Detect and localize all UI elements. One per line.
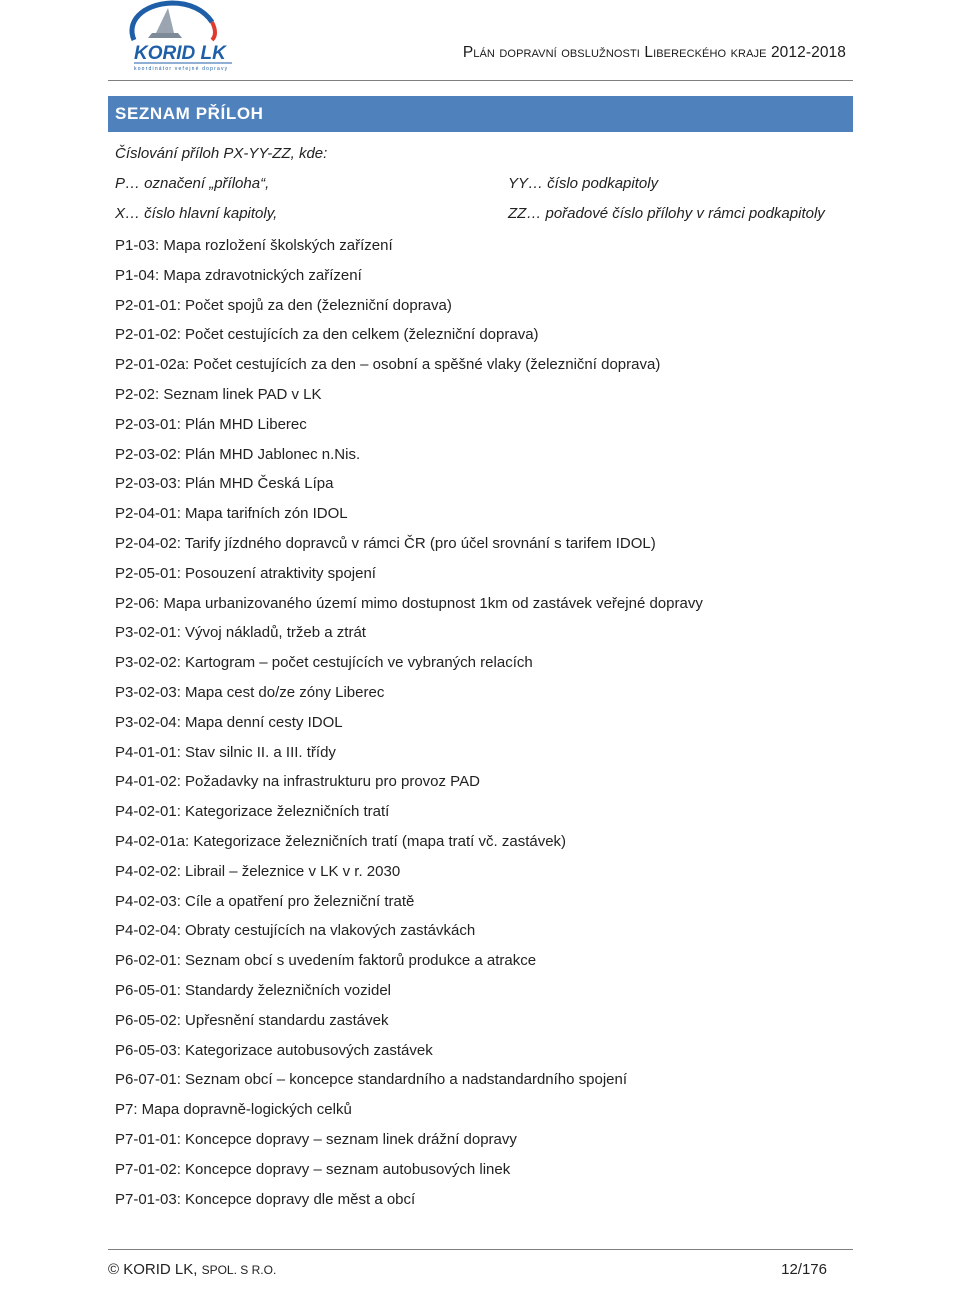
legend-zz: ZZ… pořadové číslo přílohy v rámci podkapitoly — [508, 205, 825, 222]
attachment-item: P4-01-02: Požadavky na infrastrukturu pro provoz PAD — [115, 773, 480, 791]
attachment-item: P2-01-01: Počet spojů za den (železniční doprava) — [115, 296, 452, 314]
svg-text:KORID LK: KORID LK — [134, 43, 226, 64]
attachment-item: P3-02-04: Mapa denní cesty IDOL — [115, 713, 343, 731]
attachment-item: P2-04-02: Tarify jízdného dopravců v rámci ČR (pro účel srovnání s tarifem IDOL) — [115, 534, 656, 552]
attachment-item: P2-06: Mapa urbanizovaného území mimo dostupnost 1km od zastávek veřejné dopravy — [115, 594, 703, 612]
attachment-item: P4-02-02: Librail – železnice v LK v r. 2030 — [115, 862, 401, 880]
attachment-item: P4-02-03: Cíle a opatření pro železniční tratě — [115, 892, 415, 910]
attachment-item: P7-01-01: Koncepce dopravy – seznam linek drážní dopravy — [115, 1130, 517, 1148]
header-divider — [108, 80, 853, 81]
attachment-list — [115, 236, 703, 1219]
attachment-item: P6-07-01: Seznam obcí – koncepce standardního a nadstandardního spojení — [115, 1071, 628, 1089]
footer-company: © KORID LK, SPOL. S R.O. — [108, 1261, 277, 1278]
attachment-item: P2-03-03: Plán MHD Česká Lípa — [115, 475, 334, 493]
attachment-item: P6-02-01: Seznam obcí s uvedením faktorů produkce a atrakce — [115, 952, 537, 970]
attachment-item: P2-03-02: Plán MHD Jablonec n.Nis. — [115, 445, 361, 463]
attachment-item: P4-02-01: Kategorizace železničních tratí — [115, 803, 390, 821]
attachment-item: P2-01-02a: Počet cestujících za den – osobní a spěšné vlaky (železniční doprava) — [115, 356, 661, 374]
numbering-intro: Číslování příloh PX-YY-ZZ, kde: — [115, 145, 328, 162]
attachment-item: P1-04: Mapa zdravotnických zařízení — [115, 266, 362, 284]
attachment-item: P1-03: Mapa rozložení školských zařízení — [115, 237, 393, 254]
attachment-item: P6-05-02: Upřesnění standardu zastávek — [115, 1011, 389, 1029]
attachment-item: P3-02-02: Kartogram – počet cestujících ve vybraných relacích — [115, 654, 533, 672]
attachment-item: P2-03-01: Plán MHD Liberec — [115, 415, 307, 433]
legend-yy: YY… číslo podkapitoly — [508, 175, 659, 192]
section-heading — [108, 96, 853, 132]
legend-x: X… číslo hlavní kapitoly, — [115, 205, 278, 222]
attachment-item: P6-05-03: Kategorizace autobusových zastávek — [115, 1041, 433, 1059]
attachment-item: P4-02-01a: Kategorizace železničních tratí (mapa tratí vč. zastávek) — [115, 832, 567, 850]
svg-text:koordinátor veřejné dopravy: koordinátor veřejné dopravy — [134, 66, 229, 72]
section-title: SEZNAM PŘÍLOH — [115, 104, 264, 123]
attachment-item: P2-05-01: Posouzení atraktivity spojení — [115, 564, 376, 582]
legend-p: P… označení „příloha“, — [115, 175, 270, 192]
attachment-item: P7-01-02: Koncepce dopravy – seznam autobusových linek — [115, 1160, 511, 1178]
attachment-item: P2-01-02: Počet cestujících za den celkem (železniční doprava) — [115, 326, 539, 344]
attachment-item: P2-02: Seznam linek PAD v LK — [115, 385, 322, 403]
document-title: Plán dopravní obslužnosti Libereckého kraje 2012-2018 — [462, 44, 846, 61]
attachment-item: P3-02-03: Mapa cest do/ze zóny Liberec — [115, 683, 385, 701]
attachment-item: P3-02-01: Vývoj nákladů, tržeb a ztrát — [115, 624, 366, 642]
footer-divider — [108, 1249, 853, 1250]
attachment-item: P4-02-04: Obraty cestujících na vlakových zastávkách — [115, 922, 476, 940]
page-number: 12/176 — [781, 1261, 827, 1278]
attachment-item: P4-01-01: Stav silnic II. a III. třídy — [115, 743, 336, 761]
attachment-item: P7-01-03: Koncepce dopravy dle měst a obcí — [115, 1190, 416, 1208]
attachment-item: P7: Mapa dopravně-logických celků — [115, 1101, 352, 1119]
attachment-item: P2-04-01: Mapa tarifních zón IDOL — [115, 505, 348, 523]
attachment-item: P6-05-01: Standardy železničních vozidel — [115, 981, 391, 999]
korid-logo — [112, 0, 244, 72]
